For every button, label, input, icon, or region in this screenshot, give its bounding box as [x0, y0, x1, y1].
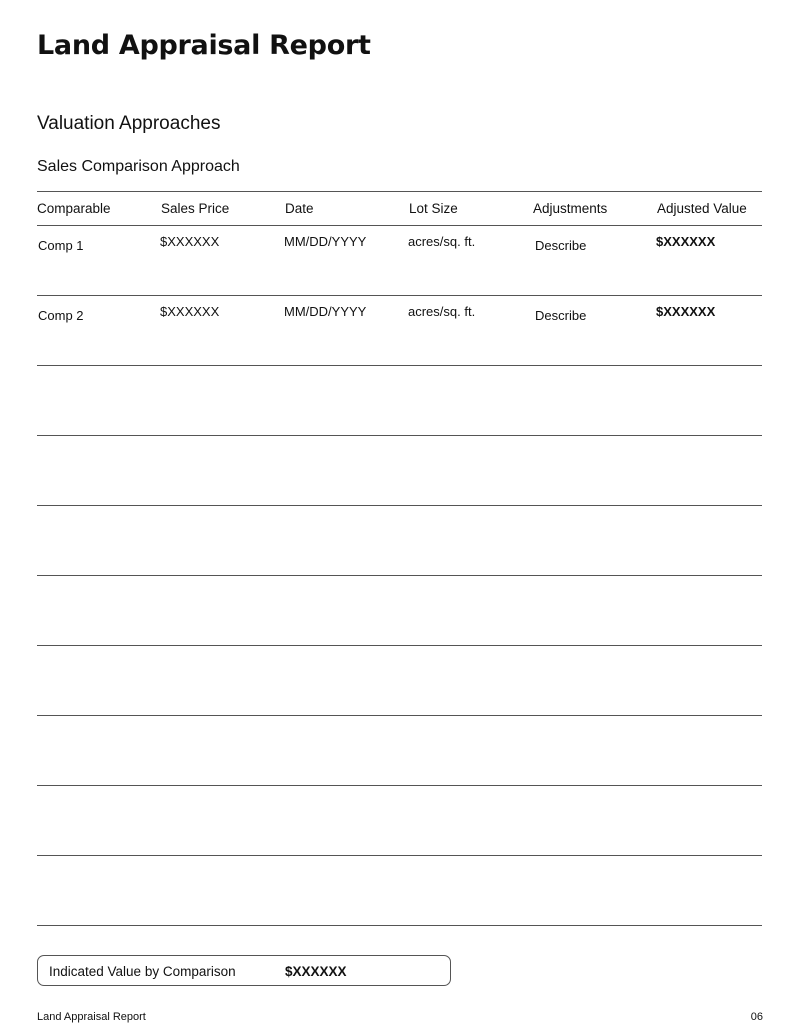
indicated-value-box — [37, 955, 451, 986]
cell-comparable: Comp 1 — [38, 238, 84, 253]
row-rule — [37, 925, 762, 926]
row-rule — [37, 855, 762, 856]
subsection-heading: Sales Comparison Approach — [37, 158, 240, 175]
column-header-comparable: Comparable — [37, 201, 111, 216]
cell-adjusted-value: $XXXXXX — [656, 234, 716, 249]
page-title: Land Appraisal Report — [37, 30, 371, 61]
table-top-rule — [37, 191, 762, 192]
row-rule — [37, 505, 762, 506]
cell-adjusted-value: $XXXXXX — [656, 304, 716, 319]
row-rule — [37, 575, 762, 576]
row-rule — [37, 645, 762, 646]
cell-adjustments: Describe — [535, 308, 587, 323]
column-header-date: Date — [285, 201, 314, 216]
row-rule — [37, 435, 762, 436]
cell-date: MM/DD/YYYY — [284, 234, 367, 249]
section-heading: Valuation Approaches — [37, 113, 221, 134]
column-header-lot-size: Lot Size — [409, 201, 458, 216]
column-header-adjustments: Adjustments — [533, 201, 608, 216]
page-number: 06 — [750, 1011, 763, 1023]
cell-lot-size: acres/sq. ft. — [408, 304, 476, 319]
cell-date: MM/DD/YYYY — [284, 304, 367, 319]
column-header-adjusted-value: Adjusted Value — [657, 201, 747, 216]
cell-adjustments: Describe — [535, 238, 587, 253]
row-rule — [37, 715, 762, 716]
cell-comparable: Comp 2 — [38, 308, 84, 323]
cell-sales-price: $XXXXXX — [160, 234, 220, 249]
cell-lot-size: acres/sq. ft. — [408, 234, 476, 249]
row-rule — [37, 365, 762, 366]
cell-sales-price: $XXXXXX — [160, 304, 220, 319]
indicated-value-label: Indicated Value by Comparison — [49, 964, 236, 979]
column-header-sales-price: Sales Price — [161, 201, 230, 216]
row-rule — [37, 295, 762, 296]
footer-title: Land Appraisal Report — [37, 1011, 146, 1023]
header-rule — [37, 225, 762, 226]
indicated-value-amount: $XXXXXX — [285, 964, 347, 979]
row-rule — [37, 785, 762, 786]
